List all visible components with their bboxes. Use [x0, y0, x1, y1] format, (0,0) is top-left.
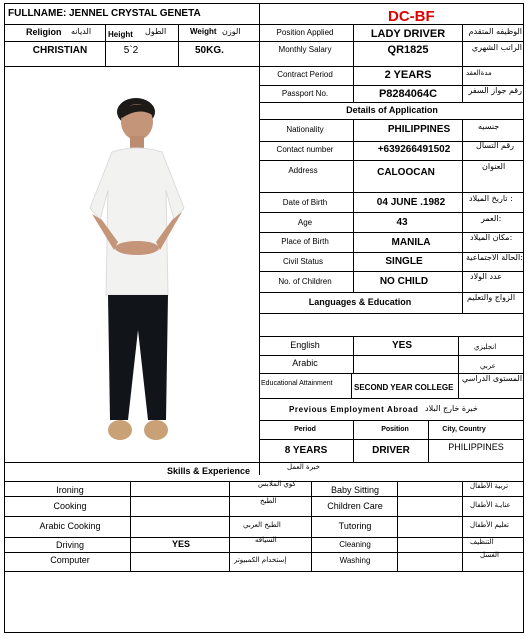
rule [353, 119, 354, 292]
rule [462, 66, 463, 102]
rule [462, 119, 463, 292]
position-ar: الوظيفه المتقدم [468, 27, 522, 36]
skill-right-ar: التنظيف [470, 538, 494, 546]
rule [259, 212, 524, 213]
rule [458, 373, 459, 398]
country-value: PHILIPPINES [448, 442, 504, 452]
pob-value: MANILA [391, 237, 431, 248]
rule [259, 160, 524, 161]
skill-right-label: Washing [339, 556, 371, 565]
salary-ar: الراتب الشهري [471, 43, 522, 52]
nationality-label: Nationality [286, 125, 324, 134]
rule [353, 24, 354, 66]
english-value: YES [391, 340, 413, 351]
skill-left-ar: الطبخ العربي [243, 521, 281, 529]
rule [353, 420, 354, 462]
details-heading: Details of Application [346, 105, 438, 115]
skill-right-label: Cleaning [339, 540, 371, 549]
photo-shirt [90, 148, 184, 295]
fullname-value: JENNEL CRYSTAL GENETA [69, 8, 201, 19]
rule [259, 336, 524, 337]
skill-right-label: Baby Sitting [330, 485, 380, 495]
dob-label: Date of Birth [282, 198, 328, 207]
rule [397, 481, 398, 571]
rule [4, 66, 524, 67]
rule [4, 552, 524, 553]
form-code: DC-BF [388, 8, 435, 25]
arabic-ar: عربي [480, 362, 496, 370]
contact-value: +639266491502 [377, 144, 451, 155]
age-label: Age [297, 218, 313, 227]
skill-right-label: Children Care [327, 501, 383, 511]
skill-left-label: Driving [55, 540, 85, 550]
address-ar: العنوان [482, 162, 506, 171]
rule [259, 420, 524, 421]
age-ar: العمر: [481, 214, 502, 223]
height-ar: الطول [145, 27, 167, 36]
rule [353, 336, 354, 373]
salary-label: Monthly Salary [278, 45, 332, 54]
address-value: CALOOCAN [377, 167, 435, 178]
employment-heading: Previous Employment Abroad [289, 405, 419, 414]
education-heading-ar: الزواج والتعليم [467, 293, 516, 302]
skill-right-ar: تربية الأطفال [470, 482, 509, 490]
position-value-emp: DRIVER [372, 445, 410, 456]
rule [105, 24, 106, 66]
skills-heading: Skills & Experience [167, 466, 251, 476]
religion-value: CHRISTIAN [32, 45, 88, 56]
contract-label: Contract Period [277, 70, 333, 79]
rule [259, 355, 524, 356]
education-heading: Languages & Education [308, 297, 412, 307]
height-label: Height [108, 30, 133, 39]
city-label: City, Country [442, 426, 486, 433]
rule [462, 481, 463, 571]
rule [130, 481, 131, 571]
passport-value: P8284064C [378, 88, 438, 100]
civil-value: SINGLE [385, 256, 423, 267]
photo-pants [108, 295, 168, 420]
pob-ar: مكان الميلاد: [470, 233, 513, 242]
passport-ar: رقم جواز السفر [468, 86, 522, 95]
rule [259, 439, 524, 440]
rule [458, 336, 459, 373]
attainment-ar: المستوى الدراسي [462, 374, 523, 383]
skill-left-ar: الطبخ [260, 497, 277, 505]
nationality-ar: جنسيه [478, 122, 500, 131]
skill-left-ar: إستخدام الكمبيوتر [234, 556, 287, 564]
religion-ar: الديانه [71, 27, 92, 36]
rule [462, 292, 463, 313]
rule [229, 481, 230, 571]
skill-left-ar: كوي الملابس [258, 480, 296, 488]
photo-shoe-left [108, 420, 132, 440]
rule [259, 398, 524, 399]
civil-ar: الحالة الاجتماعية: [466, 253, 523, 262]
rule [259, 119, 524, 120]
rule [4, 41, 524, 42]
skill-left-label: Ironing [56, 485, 84, 495]
attainment-value: SECOND YEAR COLLEGE [354, 383, 454, 392]
dob-ar: تاريخ الميلاد : [469, 194, 513, 203]
skill-left-label: Cooking [53, 501, 87, 511]
applicant-photo [80, 90, 200, 460]
skills-heading-ar: خبرة العمل [287, 463, 320, 471]
age-value: 43 [396, 217, 408, 228]
rule [353, 66, 354, 102]
rule [311, 481, 312, 571]
photo-hands [115, 241, 159, 255]
weight-value: 50KG. [195, 45, 224, 56]
english-ar: انجليزي [474, 343, 497, 351]
position-value: LADY DRIVER [370, 28, 446, 40]
attainment-label: Educational Attainment [261, 380, 333, 387]
skill-right-label: Tutoring [338, 521, 372, 531]
religion-label: Religion [26, 27, 62, 37]
skill-left-ar: السياقه [255, 536, 277, 544]
children-label: No. of Children [278, 277, 332, 286]
position-label: Position Applied [276, 28, 334, 37]
rule [428, 420, 429, 462]
rule [4, 571, 524, 572]
rule [4, 516, 524, 517]
contract-ar: مدةالعقد [466, 69, 492, 77]
rule [178, 24, 179, 66]
skill-right-ar: عنايـة الأطفال [470, 501, 511, 509]
children-value: NO CHILD [379, 276, 429, 287]
period-label: Period [294, 426, 316, 433]
rule [259, 3, 260, 475]
skill-left-value: YES [171, 539, 191, 549]
address-label: Address [288, 166, 318, 175]
arabic-label: Arabic [292, 358, 318, 368]
weight-label: Weight [190, 27, 217, 36]
rule [259, 313, 524, 314]
contact-ar: رقم التسال [476, 141, 515, 150]
skill-left-label: Computer [50, 555, 90, 565]
pob-label: Place of Birth [281, 237, 329, 246]
dob-value: 04 JUNE .1982 [376, 197, 446, 208]
skill-right-ar: الغسل [480, 551, 500, 559]
rule [259, 192, 524, 193]
employment-heading-ar: خبرة خارج البلاد [425, 404, 478, 413]
period-value: 8 YEARS [284, 445, 328, 456]
rule [462, 24, 463, 66]
rule [4, 462, 524, 463]
english-label: English [290, 340, 320, 350]
height-value: 5`2 [123, 45, 139, 56]
rule [259, 102, 524, 103]
contract-value: 2 YEARS [384, 69, 432, 81]
civil-label: Civil Status [282, 257, 324, 266]
position-col-label: Position [381, 426, 409, 433]
rule [4, 24, 524, 25]
passport-label: Passport No. [281, 89, 329, 98]
weight-ar: الوزن [222, 27, 241, 36]
salary-value: QR1825 [387, 44, 429, 56]
rule [351, 373, 352, 398]
fullname-label: FULLNAME: [8, 8, 67, 19]
photo-shoe-right [144, 420, 168, 440]
skill-left-label: Arabic Cooking [39, 521, 101, 531]
contact-label: Contact number [276, 145, 334, 154]
skill-right-ar: تعليم الأطفال [470, 521, 509, 529]
nationality-value: PHILIPPINES [387, 124, 451, 135]
children-ar: عدد الولاد [470, 272, 502, 281]
